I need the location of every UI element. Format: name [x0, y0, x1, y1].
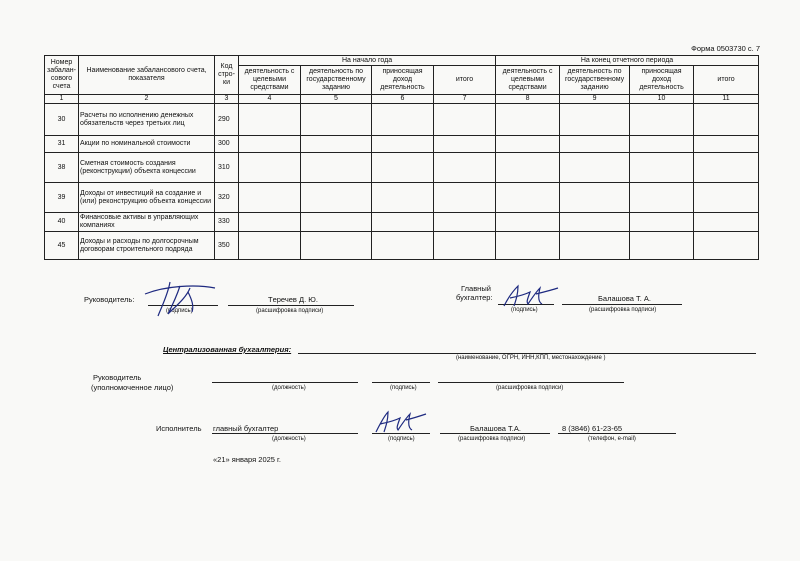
head2-sign-hint: (подпись) [390, 385, 417, 391]
col-number: 9 [560, 95, 630, 104]
head-name-hint: (расшифровка подписи) [256, 308, 324, 314]
col-number: 6 [372, 95, 434, 104]
chief-acc-sign-hint: (подпись) [511, 307, 538, 313]
header-income-end: приносящая доход деятельность [630, 66, 694, 95]
col-number: 1 [45, 95, 79, 104]
row-account: 39 [45, 183, 79, 213]
row-name: Сметная стоимость создания (реконструкции) объекта концессии [79, 153, 215, 183]
column-numbers-row [45, 95, 759, 104]
header-row-1 [45, 56, 759, 66]
header-total-end: итого [694, 66, 759, 95]
executor-signature-icon [372, 408, 428, 438]
central-label: Централизованная бухгалтерия: [163, 345, 292, 354]
head-signature-icon [140, 276, 220, 320]
executor-name: Балашова Т.А. [470, 424, 521, 433]
chief-acc-name: Балашова Т. А. [598, 294, 651, 303]
head2-name-line [438, 382, 624, 383]
row-account: 45 [45, 232, 79, 260]
row-code: 320 [215, 183, 239, 213]
table-row [45, 136, 759, 153]
row-account: 31 [45, 136, 79, 153]
head-sign-hint: (подпись) [166, 308, 193, 314]
col-number: 2 [79, 95, 215, 104]
header-targeted-start: деятельность с целевыми средствами [239, 66, 301, 95]
header-account: Номер забалан-сового счета [45, 56, 79, 95]
table-row [45, 104, 759, 136]
executor-name-hint: (расшифровка подписи) [458, 436, 526, 442]
row-code: 350 [215, 232, 239, 260]
executor-position: главный бухгалтер [213, 424, 279, 433]
chief-acc-label-1: Главный [461, 284, 491, 293]
head2-label-2: (уполномоченное лицо) [91, 383, 174, 392]
row-code: 310 [215, 153, 239, 183]
central-hint: (наименование, ОГРН, ИНН,КПП, местонахождение ) [456, 355, 606, 361]
header-state-start: деятельность по государственному заданию [301, 66, 372, 95]
executor-phone-line [558, 433, 676, 434]
form-label: Форма 0503730 с. 7 [691, 44, 760, 53]
row-name: Доходы и расходы по долгосрочным договорам строительного подряда [79, 232, 215, 260]
executor-name-line [440, 433, 550, 434]
chief-acc-name-hint: (расшифровка подписи) [589, 307, 657, 313]
header-group-start: На начало года [239, 56, 496, 66]
header-code: Код стро-ки [215, 56, 239, 95]
head-name: Тeречев Д. Ю. [268, 295, 318, 304]
col-number: 8 [496, 95, 560, 104]
executor-sign-hint: (подпись) [388, 436, 415, 442]
executor-position-hint: (должность) [272, 436, 306, 442]
row-code: 300 [215, 136, 239, 153]
row-code: 290 [215, 104, 239, 136]
chief-acc-name-line [562, 304, 682, 305]
col-number: 10 [630, 95, 694, 104]
header-name: Наименование забалансового счета, показателя [79, 56, 215, 95]
head-name-line [228, 305, 354, 306]
table-row [45, 232, 759, 260]
table-row [45, 213, 759, 232]
central-line [298, 353, 756, 354]
row-name: Финансовые активы в управляющих компаниях [79, 213, 215, 232]
head2-name-hint: (расшифровка подписи) [496, 385, 564, 391]
row-name: Акции по номинальной стоимости [79, 136, 215, 153]
head2-sign-line [372, 382, 430, 383]
col-number: 5 [301, 95, 372, 104]
head2-label-1: Руководитель [93, 373, 142, 382]
row-account: 38 [45, 153, 79, 183]
chief-acc-signature-icon [500, 280, 560, 312]
executor-label: Исполнитель [156, 424, 202, 433]
col-number: 7 [434, 95, 496, 104]
row-account: 30 [45, 104, 79, 136]
col-number: 4 [239, 95, 301, 104]
header-group-end: На конец отчетного периода [496, 56, 759, 66]
col-number: 11 [694, 95, 759, 104]
table-row [45, 183, 759, 213]
col-number: 3 [215, 95, 239, 104]
head2-position-hint: (должность) [272, 385, 306, 391]
executor-phone-hint: (телефон, e-mail) [588, 436, 636, 442]
table-row [45, 153, 759, 183]
off-balance-table [44, 55, 759, 260]
row-account: 40 [45, 213, 79, 232]
row-name: Расчеты по исполнению денежных обязательств через третьих лиц [79, 104, 215, 136]
header-income-start: приносящая доход деятельность [372, 66, 434, 95]
header-targeted-end: деятельность с целевыми средствами [496, 66, 560, 95]
head2-position-line [212, 382, 358, 383]
row-code: 330 [215, 213, 239, 232]
executor-position-line [212, 433, 358, 434]
document-date: «21» января 2025 г. [213, 455, 281, 464]
executor-phone: 8 (3846) 61-23-65 [562, 424, 623, 433]
row-name: Доходы от инвестиций на создание и (или) реконструкцию объекта концессии [79, 183, 215, 213]
header-state-end: деятельность по государственному заданию [560, 66, 630, 95]
chief-acc-label-2: бухгалтер: [456, 293, 493, 302]
head-label: Руководитель: [84, 295, 135, 304]
header-total-start: итого [434, 66, 496, 95]
